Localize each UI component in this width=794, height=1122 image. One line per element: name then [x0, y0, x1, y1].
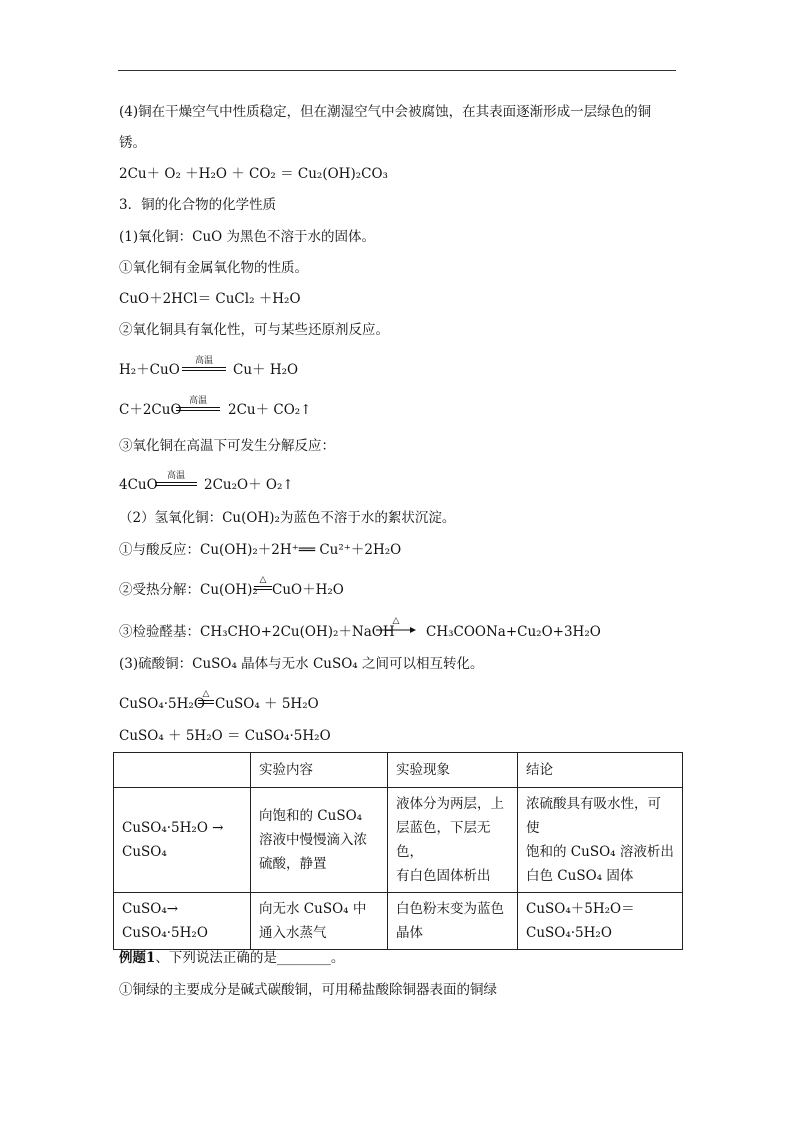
- eq-cuso4-dec-cond-text: △: [202, 689, 210, 699]
- cuoh2-intro: （2）氢氧化铜：Cu(OH)₂为蓝色不溶于水的絮状沉淀。: [119, 510, 456, 526]
- eq-h2-right: Cu＋ H₂O: [233, 362, 299, 378]
- cuso4-intro: (3)硫酸铜：CuSO₄ 晶体与无水 CuSO₄ 之间可以相互转化。: [119, 656, 484, 672]
- eq-cuso4-hydration: CuSO₄ ＋ 5H₂O ＝ CuSO₄·5H₂O: [119, 728, 331, 744]
- eq-c-right: 2Cu＋ CO₂↑: [228, 402, 312, 418]
- para4-line2: 锈。: [119, 135, 146, 151]
- table-row: [114, 893, 683, 950]
- table-cell: 浓硫酸具有吸水性，可使 饱和的 CuSO₄ 溶液析出 白色 CuSO₄ 固体: [518, 788, 683, 893]
- cuoh2-point2-cond-text: △: [259, 575, 267, 585]
- example-label: 例题1: [119, 950, 156, 966]
- table-header-cell: 实验内容: [251, 753, 388, 788]
- cuo-intro: (1)氧化铜：CuO 为黑色不溶于水的固体。: [119, 229, 376, 245]
- cuoh2-point3-left: ③检验醛基：CH₃CHO+2Cu(OH)₂＋NaOH: [119, 624, 395, 640]
- table-cell: CuSO₄→ CuSO₄·5H₂O: [114, 893, 251, 950]
- table-cell: 液体分为两层，上 层蓝色，下层无色， 有白色固体析出: [388, 788, 518, 893]
- eq-patina: 2Cu＋ O₂ ＋H₂O ＋ CO₂ ＝ Cu₂(OH)₂CO₃: [119, 166, 388, 182]
- table-cell: CuSO₄·5H₂O → CuSO₄: [114, 788, 251, 893]
- eq-dec-condition: [155, 471, 197, 486]
- eq-dec-left: 4CuO: [119, 477, 158, 493]
- example-text: 、下列说法正确的是________。: [155, 950, 345, 966]
- eq-c-condition: [176, 396, 220, 411]
- cuoh2-point3-cond-text: △: [392, 616, 400, 626]
- cuoh2-point3-condition: [376, 616, 416, 634]
- example-question: [119, 948, 344, 968]
- eq-c-cond-text: 高温: [188, 396, 207, 406]
- cuo-point2: ②氧化铜具有氧化性，可与某些还原剂反应。: [119, 322, 389, 338]
- eq-h2-left: H₂＋CuO: [119, 362, 180, 378]
- cuoh2-point2-left: ②受热分解：Cu(OH)₂: [119, 582, 258, 598]
- cuoh2-point1: ①与酸反应：Cu(OH)₂＋2H⁺══ Cu²⁺＋2H₂O: [119, 542, 402, 558]
- table-row: [114, 788, 683, 893]
- table-header-cell: 实验现象: [388, 753, 518, 788]
- header-rule: [118, 70, 676, 71]
- table-cell: 向饱和的 CuSO₄ 溶液中慢慢滴入浓 硫酸，静置: [251, 788, 388, 893]
- eq-cuso4-dec-left: CuSO₄·5H₂O: [119, 696, 205, 712]
- eq-cuo-hcl: CuO＋2HCl＝ CuCl₂ ＋H₂O: [119, 291, 301, 307]
- table-cell: 向无水 CuSO₄ 中 通入水蒸气: [251, 893, 388, 950]
- cuso4-experiment-table: [113, 752, 683, 950]
- cuoh2-point3-right: CH₃COONa+Cu₂O+3H₂O: [426, 624, 601, 640]
- table-header-cell: [114, 753, 251, 788]
- table-header-row: [114, 753, 683, 788]
- cuo-point1: ①氧化铜有金属氧化物的性质。: [119, 260, 308, 276]
- section3-title: 3．铜的化合物的化学性质: [119, 197, 277, 213]
- eq-cuso4-dec-condition: [198, 689, 214, 704]
- para4-line1: (4)铜在干燥空气中性质稳定，但在潮湿空气中会被腐蚀，在其表面逐渐形成一层绿色的铜: [119, 104, 652, 120]
- table-cell: 白色粉末变为蓝色 晶体: [388, 893, 518, 950]
- eq-h2-cond-text: 高温: [194, 356, 213, 366]
- eq-c-left: C＋2CuO: [119, 402, 182, 418]
- eq-cuso4-dec-right: CuSO₄ ＋ 5H₂O: [215, 696, 319, 712]
- eq-h2-condition: [182, 356, 226, 371]
- right-arrow-icon: [376, 626, 416, 634]
- table-header-cell: 结论: [518, 753, 683, 788]
- eq-dec-right: 2Cu₂O＋ O₂↑: [204, 477, 294, 493]
- cuoh2-point2-condition: [254, 575, 272, 590]
- cuoh2-point2-right: CuO＋H₂O: [272, 582, 344, 598]
- eq-dec-cond-text: 高温: [166, 471, 185, 481]
- cuo-point3: ③氧化铜在高温下可发生分解反应：: [119, 438, 335, 454]
- table-cell: CuSO₄＋5H₂O＝ CuSO₄·5H₂O: [518, 893, 683, 950]
- example-item-1: ①铜绿的主要成分是碱式碳酸铜，可用稀盐酸除铜器表面的铜绿: [119, 982, 497, 998]
